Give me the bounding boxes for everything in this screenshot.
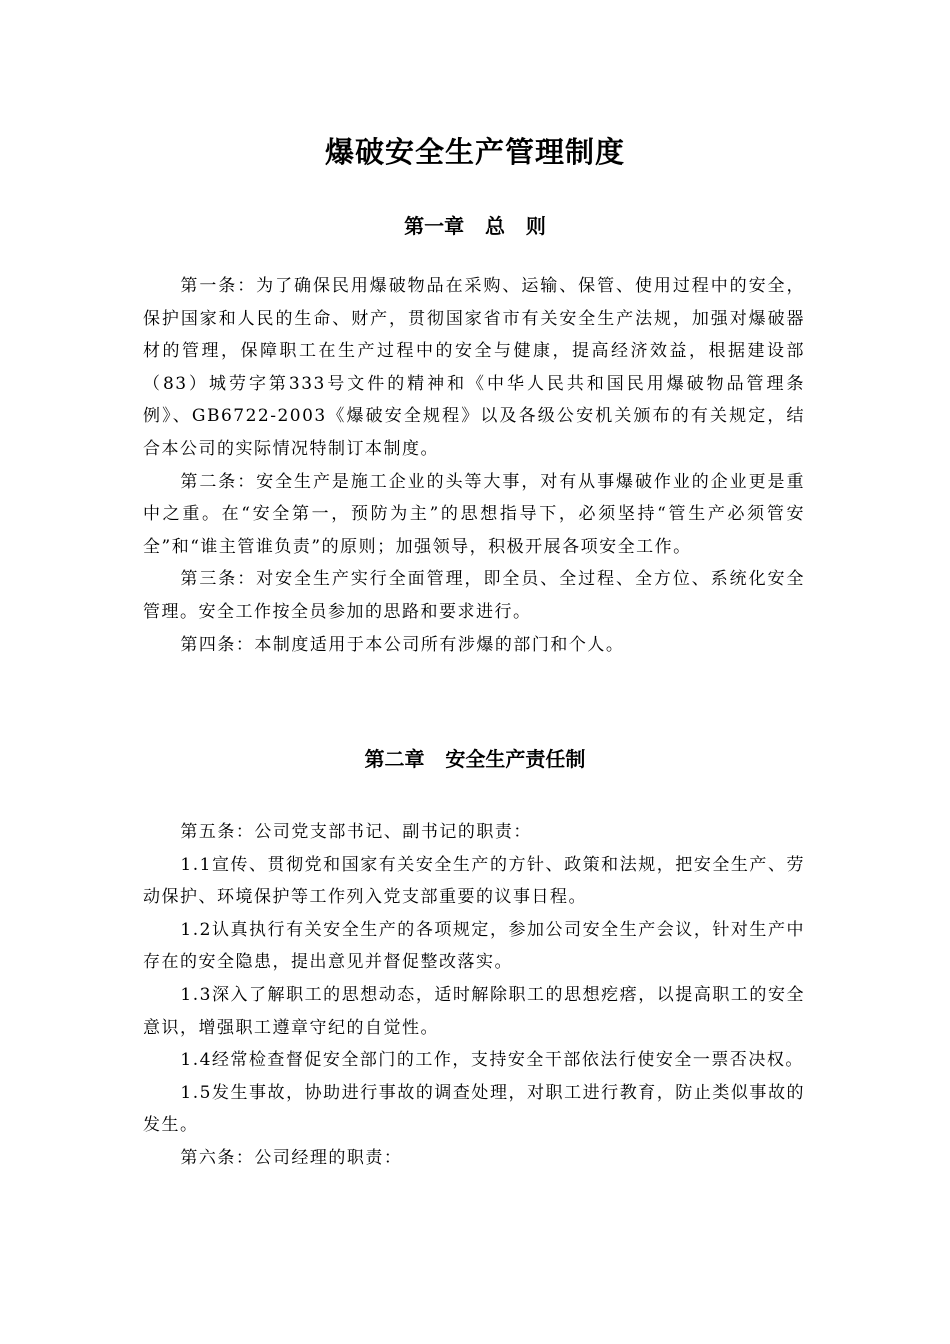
clause-1-1-paragraph: 1.1宣传、贯彻党和国家有关安全生产的方针、政策和法规，把安全生产、劳动保护、环境保护等工作列入党支部重要的议事日程。 xyxy=(143,854,805,908)
chapter-1-heading: 第一章 总 则 xyxy=(404,214,546,238)
article-4-paragraph: 第四条：本制度适用于本公司所有涉爆的部门和个人。 xyxy=(180,634,625,655)
article-1-paragraph: 第一条：为了确保民用爆破物品在采购、运输、保管、使用过程中的安全，保护国家和人民的生命、财产，贯彻国家省市有关安全生产法规，加强对爆破器材的管理，保障职工在生产过程中的安全与健康，提高经济效益，根据建设部（83）城劳字第333号文件的精神和《中华人民共和国民用爆破物品管理条例》、GB6722-2003《爆破安全规程》以及各级公安机关颁布的有关规定，结合本公司的实际情况特制订本制度。 xyxy=(143,276,805,459)
article-6-paragraph: 第六条：公司经理的职责： xyxy=(180,1147,403,1168)
article-2-paragraph: 第二条：安全生产是施工企业的头等大事，对有从事爆破作业的企业更是重中之重。在“安全第一，预防为主”的思想指导下，必须坚持“管生产必须管安全”和“谁主管谁负责”的原则；加强领导，积极开展各项安全工作。 xyxy=(143,471,805,557)
article-3-paragraph: 第三条：对安全生产实行全面管理，即全员、全过程、全方位、系统化安全管理。安全工作按全员参加的思路和要求进行。 xyxy=(143,569,805,622)
clause-1-4-paragraph: 1.4经常检查督促安全部门的工作，支持安全干部依法行使安全一票否决权。 xyxy=(180,1050,804,1071)
chapter-1-body xyxy=(143,270,805,661)
document-title: 爆破安全生产管理制度 xyxy=(324,135,625,169)
clause-1-3-paragraph: 1.3深入了解职工的思想动态，适时解除职工的思想疙瘩，以提高职工的安全意识，增强职工遵章守纪的自觉性。 xyxy=(143,984,805,1038)
chapter-2-body xyxy=(143,816,805,1175)
clause-1-5-paragraph: 1.5发生事故，协助进行事故的调查处理，对职工进行教育，防止类似事故的发生。 xyxy=(143,1082,805,1136)
chapter-2-heading: 第二章 安全生产责任制 xyxy=(364,747,586,771)
clause-1-2-paragraph: 1.2认真执行有关安全生产的各项规定，参加公司安全生产会议，针对生产中存在的安全隐患，提出意见并督促整改落实。 xyxy=(143,919,805,973)
article-5-paragraph: 第五条：公司党支部书记、副书记的职责： xyxy=(180,822,532,842)
